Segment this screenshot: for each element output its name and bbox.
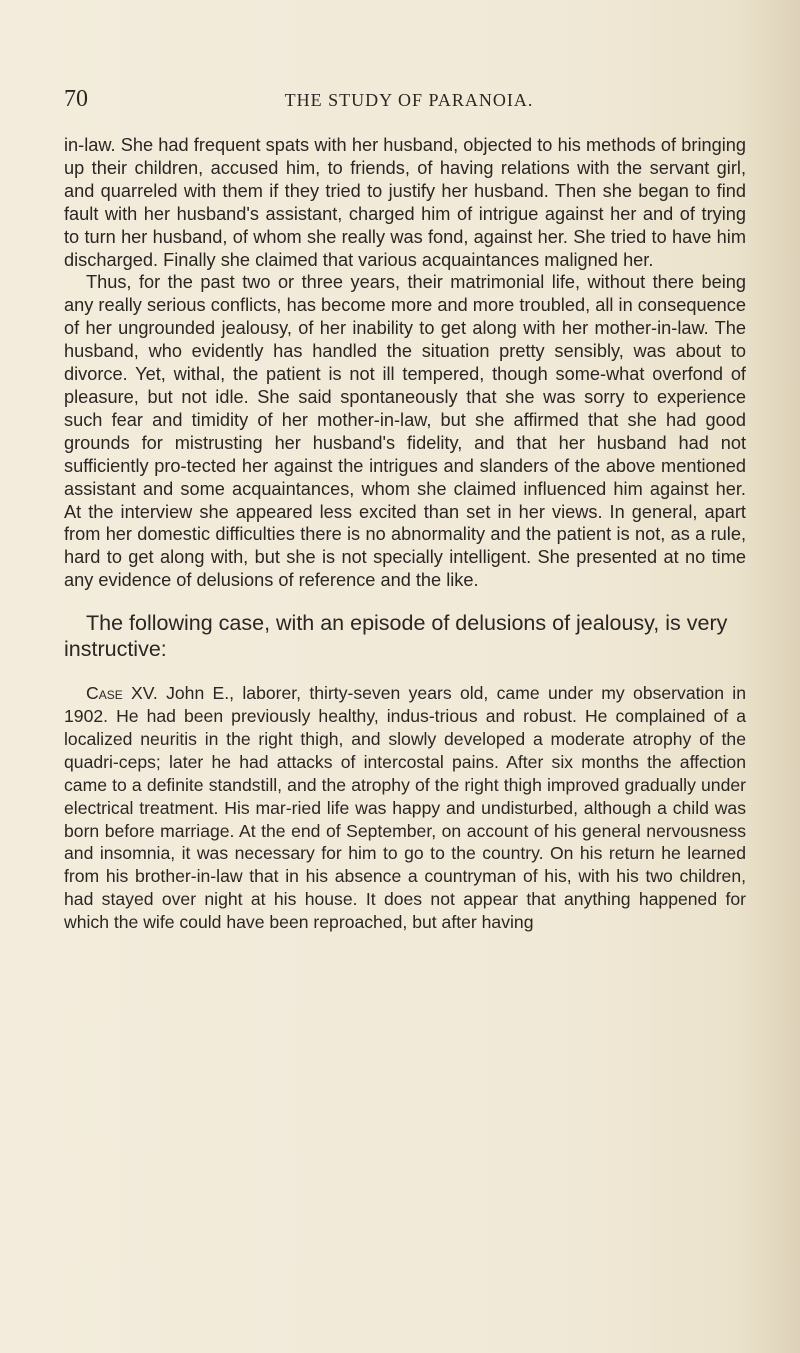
- paragraph-2: Thus, for the past two or three years, their matrimonial life, without there being any really serious conflicts, has become more and more troubled, all in consequence of her ungrounded jealousy, of her inability to get along with her mother-in-law. The husband, who evidently has handled the situation pretty sensibly, was about to divorce. Yet, withal, the patient is not ill tempered, though some-what overfond of pleasure, but not idle. She said spontaneously that she was sorry to experience such fear and timidity of her mother-in-law, but she affirmed that she had good grounds for mistrusting her husband's fidelity, and that her husband had not sufficiently pro-tected her against the intrigues and slanders of the above mentioned assistant and some acquaintances, whom she claimed influenced him against her. At the interview she appeared less excited than set in her views. In general, apart from her domestic difficulties there is no abnormality and the patient is not, as a rule, hard to get along with, but she is not specially intelligent. She presented at no time any evidence of delusions of reference and the like.: [64, 272, 746, 591]
- case-xv-paragraph: [64, 682, 746, 934]
- page-header: [64, 86, 754, 116]
- page-number: 70: [64, 86, 88, 112]
- running-title: THE STUDY OF PARANOIA.: [284, 90, 534, 110]
- body-text: [64, 134, 746, 934]
- case-label: Case XV.: [86, 683, 158, 704]
- case-introduction: The following case, with an episode of delusions of jealousy, is very instructive:: [64, 611, 728, 662]
- case-text: John E., laborer, thirty-seven years old, came under my observation in 1902. He had been previously healthy, indus-trious and robust. He complained of a localized neuritis in the right thigh, and slowly developed a moderate atrophy of the quadri-ceps; later he had attacks of intercostal pains. After six months the affection came to a definite standstill, and the atrophy of the right thigh improved gradually under electrical treatment. His mar-ried life was happy and undisturbed, although a child was born before marriage. At the end of September, on account of his general nervousness and insomnia, it was necessary for him to go to the country. On his return he learned from his brother-in-law that in his absence a countryman of his, with his two children, had stayed over night at his house. It does not appear that anything happened for which the wife could have been reproached, but after having: [64, 683, 746, 933]
- paragraph-1: in-law. She had frequent spats with her husband, objected to his methods of bringing up their children, accused him, to friends, of having relations with the servant girl, and quarreled with them if they tried to justify her husband. Then she began to find fault with her husband's assistant, charged him of intrigue against her and of trying to turn her husband, of whom she really was fond, against her. She tried to have him discharged. Finally she claimed that various acquaintances maligned her.: [64, 135, 746, 270]
